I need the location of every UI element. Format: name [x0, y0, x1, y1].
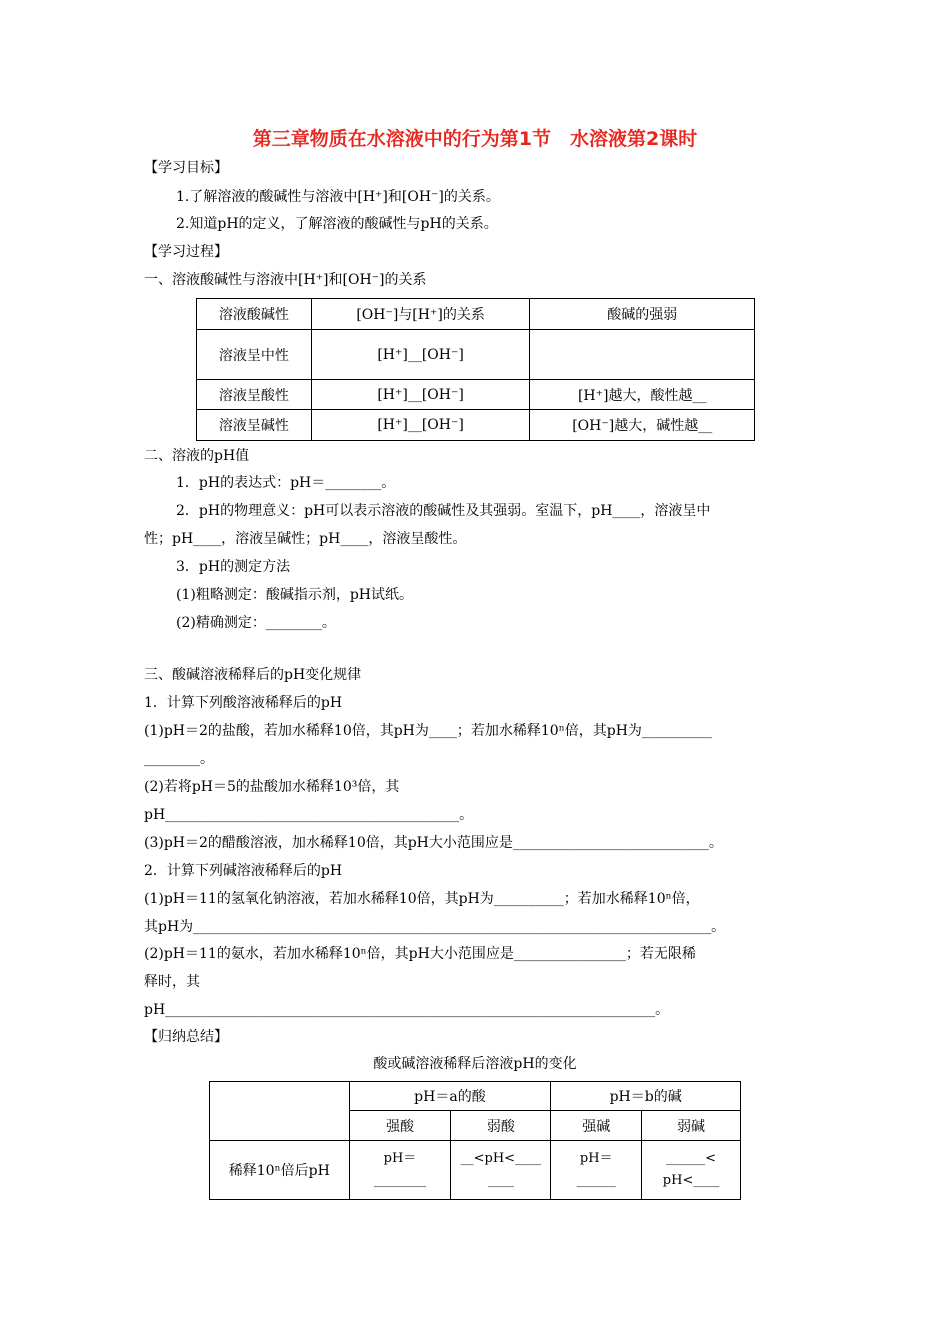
- page-title: 第三章物质在水溶液中的行为第1节 水溶液第2课时: [252, 128, 698, 150]
- base-header: pH＝b的碱: [551, 1082, 741, 1111]
- table-header: [OH⁻]与[H⁺]的关系: [311, 299, 530, 330]
- text-line: ________。: [144, 751, 214, 767]
- text-line: pH______________________________________________________________________。: [144, 1002, 670, 1018]
- text-line: (1)pH＝11的氢氧化钠溶液，若加水稀释10倍，其pH为__________；若加水稀释10ⁿ倍，: [144, 891, 700, 907]
- cell-line: __<pH<____: [460, 1151, 542, 1166]
- table-cell: [H⁺]__[OH⁻]: [311, 410, 530, 441]
- cell-line: ______<: [666, 1151, 717, 1166]
- text-line: 释时，其: [144, 974, 200, 990]
- cell-line: ________: [373, 1173, 426, 1188]
- text-line: (2)精确测定：________。: [176, 615, 336, 631]
- table-cell: [H⁺]__[OH⁻]: [311, 380, 530, 410]
- table-cell: [530, 330, 755, 380]
- sub-header: 弱酸: [451, 1111, 551, 1141]
- dilution-table: [209, 1081, 741, 1200]
- text-line: (2)pH＝11的氨水，若加水稀释10ⁿ倍，其pH大小范围应是________________；若无限稀: [144, 946, 696, 962]
- table-cell: [H⁺]越大，酸性越__: [530, 380, 755, 410]
- text-line: 其pH为__________________________________________________________________________。: [144, 919, 726, 935]
- acidity-table: [196, 298, 755, 441]
- sub-header: 强碱: [551, 1111, 642, 1141]
- table-header: 酸碱的强弱: [530, 299, 755, 330]
- text-line: 性；pH____，溶液呈碱性；pH____，溶液呈酸性。: [144, 531, 467, 547]
- text-line: (2)若将pH＝5的盐酸加水稀释10³倍，其: [144, 779, 400, 795]
- text-line: pH__________________________________________。: [144, 807, 474, 823]
- section1-heading: 一、溶液酸碱性与溶液中[H⁺]和[OH⁻]的关系: [144, 272, 427, 288]
- table-cell: 溶液呈碱性: [197, 410, 312, 441]
- cell-line: pH＝: [579, 1151, 613, 1166]
- text-line: 3．pH的测定方法: [176, 559, 291, 575]
- table-caption: 酸或碱溶液稀释后溶液pH的变化: [373, 1056, 577, 1072]
- sub-header: 弱碱: [642, 1111, 741, 1141]
- goals-heading: 【学习目标】: [144, 160, 228, 176]
- table-cell: 溶液呈酸性: [197, 380, 312, 410]
- section2-heading: 二、溶液的pH值: [144, 448, 250, 464]
- cell-line: pH＝: [383, 1151, 417, 1166]
- goal-item-2: 2.知道pH的定义，了解溶液的酸碱性与pH的关系。: [176, 216, 498, 232]
- row-label: 稀释10ⁿ倍后pH: [210, 1141, 350, 1200]
- section3-heading: 三、酸碱溶液稀释后的pH变化规律: [144, 667, 362, 683]
- text-line: 2．计算下列碱溶液稀释后的pH: [144, 863, 343, 879]
- text-line: (3)pH＝2的醋酸溶液，加水稀释10倍，其pH大小范围应是____________________________。: [144, 835, 723, 851]
- cell-line: ______: [576, 1173, 616, 1188]
- table-cell: 溶液呈中性: [197, 330, 312, 380]
- table-header: 溶液酸碱性: [197, 299, 312, 330]
- sub-header: 强酸: [349, 1111, 451, 1141]
- cell-line: pH<____: [662, 1173, 720, 1188]
- goal-item-1: 1.了解溶液的酸碱性与溶液中[H⁺]和[OH⁻]的关系。: [176, 189, 500, 205]
- text-line: 2．pH的物理意义：pH可以表示溶液的酸碱性及其强弱。室温下，pH____，溶液呈中: [176, 503, 711, 519]
- text-line: (1)pH＝2的盐酸，若加水稀释10倍，其pH为____；若加水稀释10ⁿ倍，其pH为__________: [144, 723, 712, 739]
- cell-line: ____: [487, 1173, 514, 1188]
- process-heading: 【学习过程】: [144, 244, 228, 260]
- text-line: 1．pH的表达式：pH＝________。: [176, 475, 396, 491]
- summary-heading: 【归纳总结】: [144, 1029, 228, 1045]
- text-line: 1．计算下列酸溶液稀释后的pH: [144, 695, 343, 711]
- text-line: (1)粗略测定：酸碱指示剂，pH试纸。: [176, 587, 414, 603]
- empty-corner-cell: [210, 1082, 350, 1141]
- table-cell: [OH⁻]越大，碱性越__: [530, 410, 755, 441]
- table-cell: [H⁺]__[OH⁻]: [311, 330, 530, 380]
- acid-header: pH＝a的酸: [349, 1082, 551, 1111]
